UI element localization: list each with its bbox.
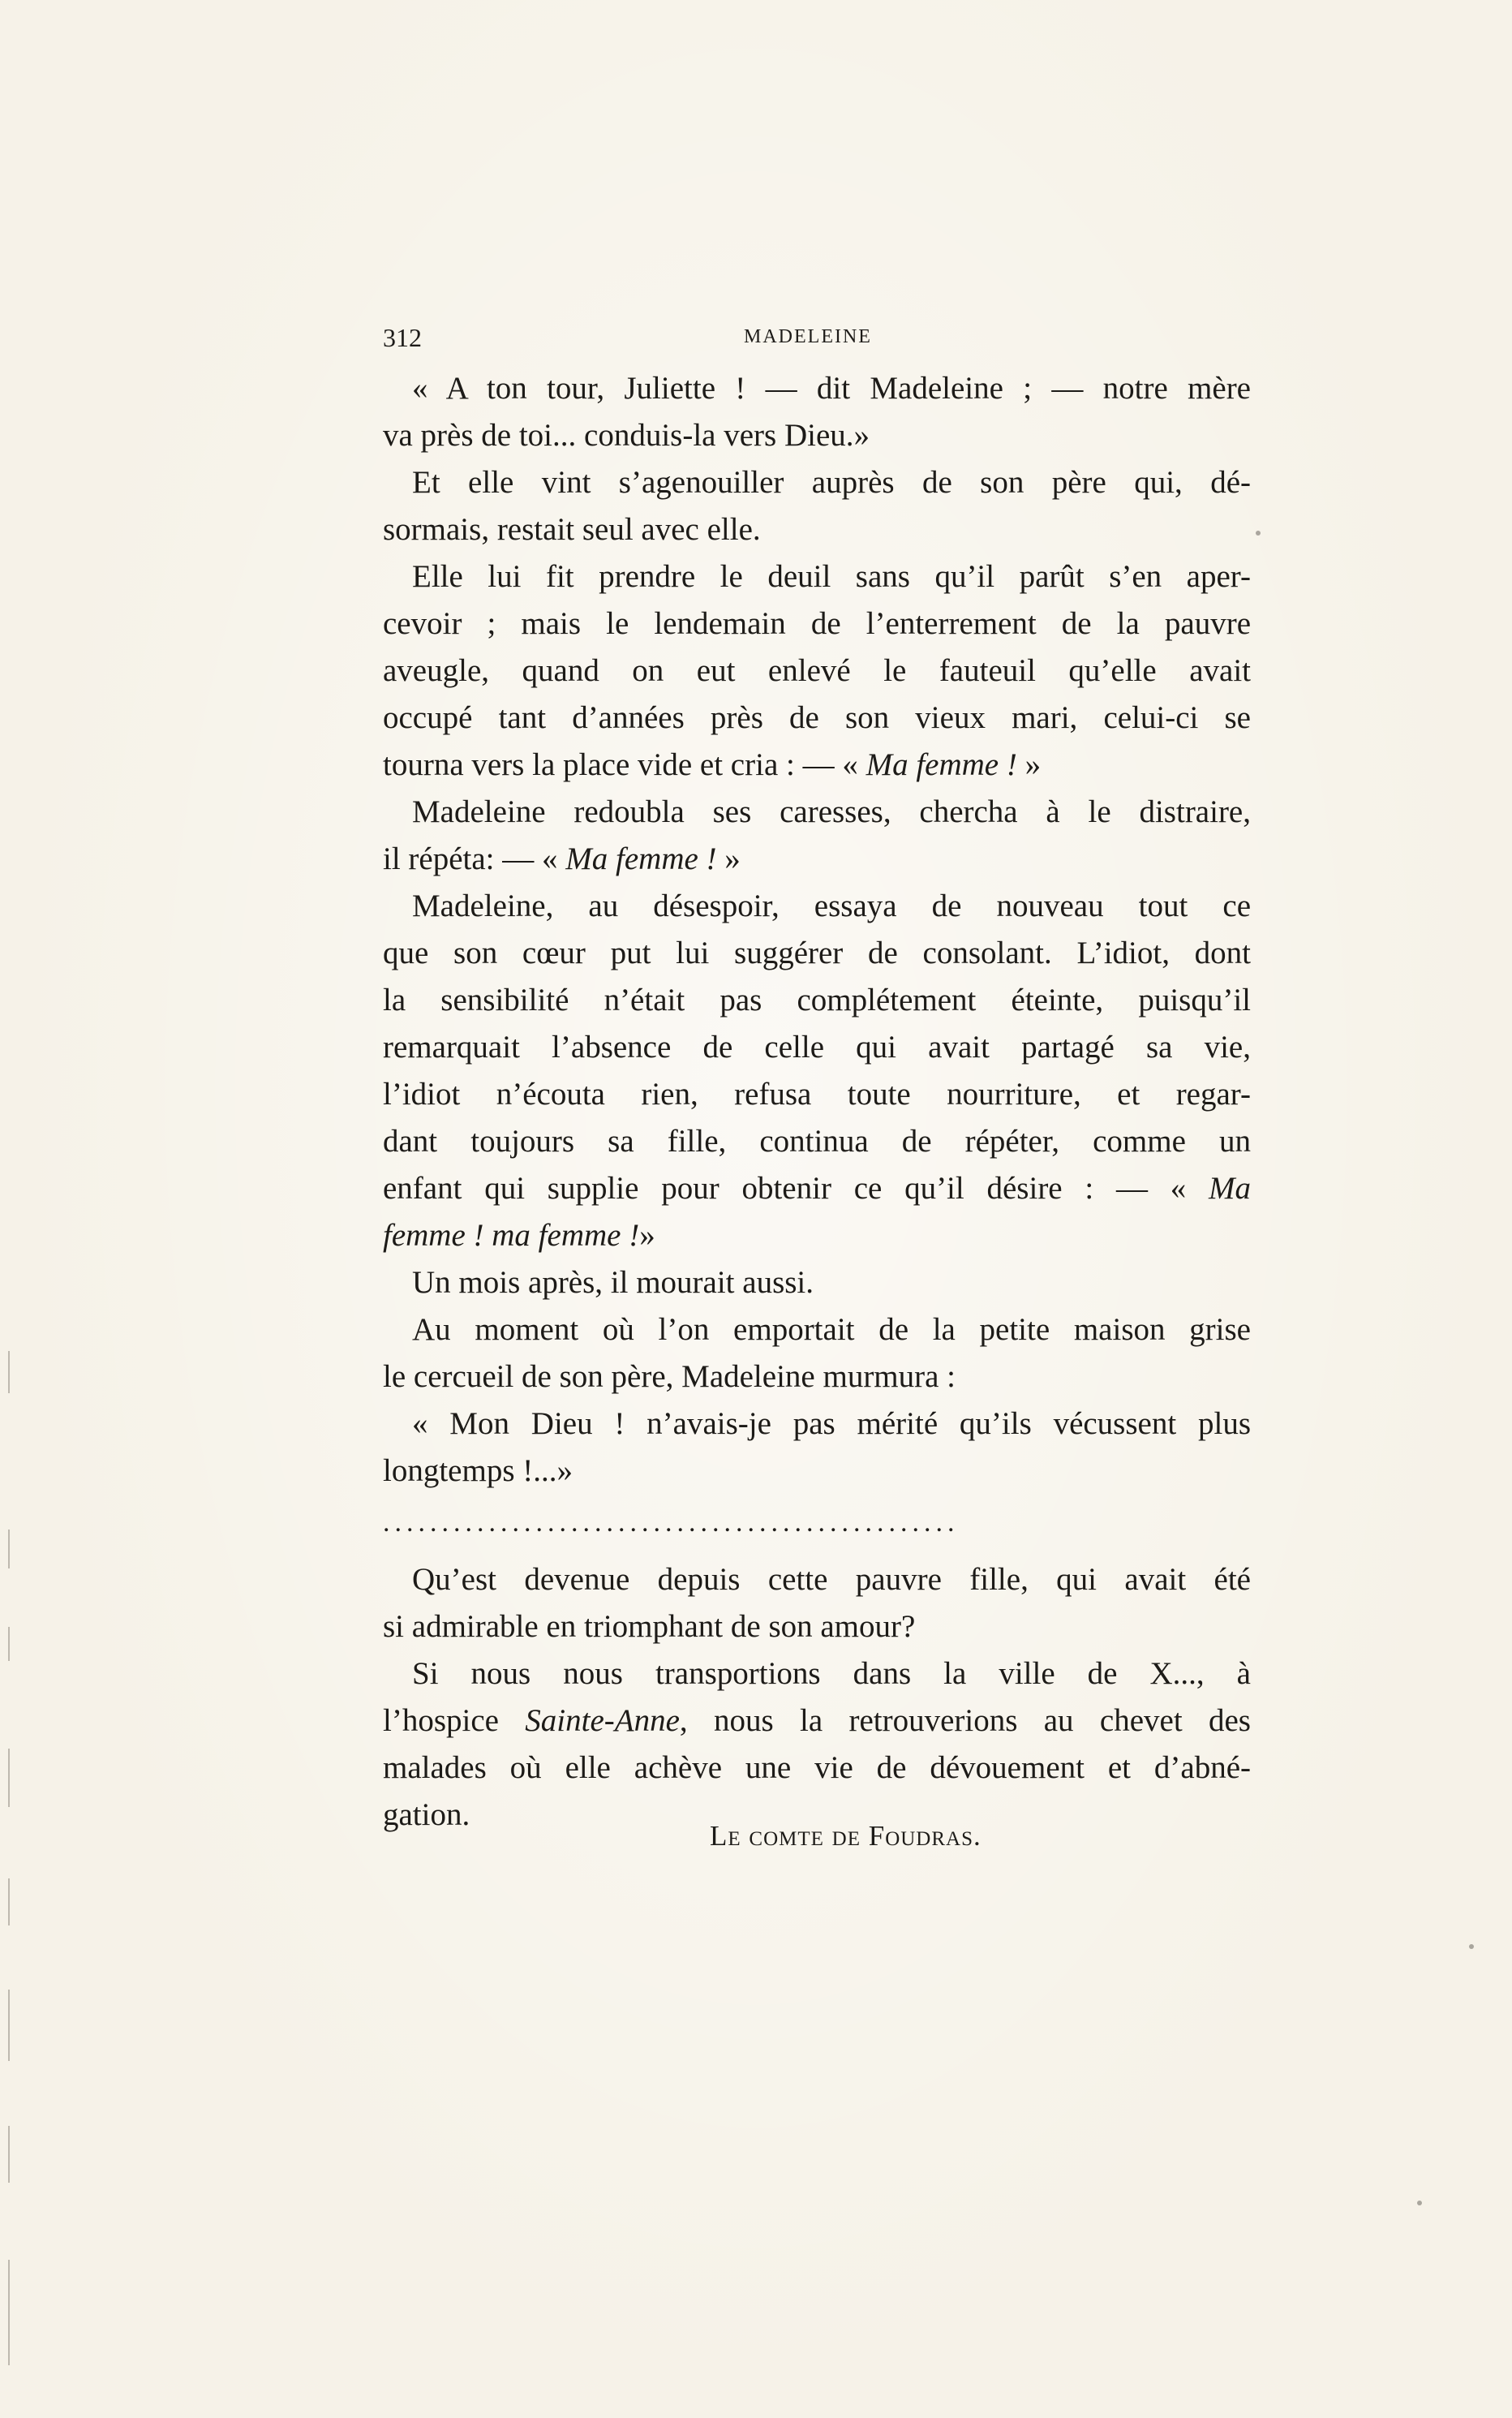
main-text — [383, 365, 1251, 1839]
text-line — [383, 742, 1251, 789]
text-line: remarquait l’absence de celle qui avait partagé sa vie, — [383, 1030, 1251, 1065]
text-line: longtemps !...» — [383, 1453, 573, 1488]
text-line: gation. — [383, 1797, 470, 1832]
text-line — [383, 1165, 1251, 1212]
text-line: sormais, restait seul avec elle. — [383, 512, 761, 547]
text-line: occupé tant d’années près de son vieux mari, celui-ci se — [383, 700, 1251, 735]
line-text: » — [716, 841, 741, 876]
text-line: le cercueil de son père, Madeleine murmura : — [383, 1359, 956, 1394]
text-line: va près de toi... conduis-la vers Dieu.» — [383, 418, 870, 453]
text-line: dant toujours sa fille, continua de répéter, comme un — [383, 1124, 1251, 1159]
line-text: enfant qui supplie pour obtenir ce qu’il désire : — « — [383, 1171, 1209, 1206]
italic-phrase: femme ! ma femme ! — [383, 1218, 640, 1253]
text-line: Madeleine redoubla ses caresses, chercha à le distraire, — [412, 794, 1251, 829]
text-line: Qu’est devenue depuis cette pauvre fille, qui avait été — [412, 1562, 1251, 1597]
text-line: Au moment où l’on emportait de la petite maison grise — [412, 1312, 1251, 1347]
text-line — [383, 1212, 1251, 1259]
scan-edge-mark — [8, 1530, 10, 1568]
author-signature: Le comte de Foudras. — [710, 1820, 982, 1852]
line-text: » — [639, 1218, 655, 1253]
page-number: 312 — [383, 323, 422, 352]
text-line: Madeleine, au désespoir, essaya de nouveau tout ce — [412, 888, 1251, 923]
scan-edge-mark — [8, 1990, 10, 2061]
italic-phrase: Ma femme ! — [866, 747, 1017, 782]
text-line — [383, 836, 1251, 883]
scan-edge-mark — [8, 1878, 10, 1925]
text-line: la sensibilité n’était pas complétement éteinte, puisqu’il — [383, 983, 1251, 1018]
running-title: MADELEINE — [744, 326, 872, 347]
dotted-separator: ................................................. — [383, 1508, 960, 1538]
line-text: » — [1016, 747, 1042, 782]
paper-speck — [1256, 531, 1261, 536]
text-line: malades où elle achève une vie de dévouement et d’abné- — [383, 1750, 1251, 1785]
text-line: Un mois après, il mourait aussi. — [412, 1265, 814, 1300]
text-line: cevoir ; mais le lendemain de l’enterrement de la pauvre — [383, 606, 1251, 641]
scan-edge-mark — [8, 1749, 10, 1807]
line-text: tourna vers la place vide et cria : — « — [383, 747, 866, 782]
line-text: il répéta: — « — [383, 841, 566, 876]
scan-edge-mark — [8, 2260, 10, 2365]
italic-phrase: Ma femme ! — [565, 841, 717, 876]
scan-edge-mark — [8, 1351, 10, 1393]
text-line: si admirable en triomphant de son amour? — [383, 1609, 916, 1644]
text-line: l’idiot n’écouta rien, refusa toute nourriture, et regar- — [383, 1077, 1251, 1112]
line-text: , nous la retrouverions au chevet des — [679, 1703, 1251, 1738]
paper-speck — [1469, 1944, 1474, 1949]
italic-phrase: Ma — [1209, 1171, 1251, 1206]
italic-phrase: Sainte-Anne — [525, 1703, 680, 1738]
text-line: « A ton tour, Juliette ! — dit Madeleine ; — notre mère — [412, 371, 1251, 406]
text-line: aveugle, quand on eut enlevé le fauteuil qu’elle avait — [383, 653, 1251, 688]
scan-edge-mark — [8, 2126, 10, 2183]
text-line: Et elle vint s’agenouiller auprès de son père qui, dé- — [412, 465, 1251, 500]
paper-speck — [1417, 2201, 1422, 2205]
text-line: Si nous nous transportions dans la ville de X..., à — [412, 1656, 1251, 1691]
text-line: « Mon Dieu ! n’avais-je pas mérité qu’ils vécussent plus — [412, 1406, 1251, 1441]
text-line: Elle lui fit prendre le deuil sans qu’il parût s’en aper- — [412, 559, 1251, 594]
page-header — [383, 323, 1251, 359]
text-line: que son cœur put lui suggérer de consolant. L’idiot, dont — [383, 936, 1251, 970]
scan-edge-mark — [8, 1627, 10, 1661]
text-line — [383, 1697, 1251, 1745]
line-text: l’hospice — [383, 1703, 526, 1738]
